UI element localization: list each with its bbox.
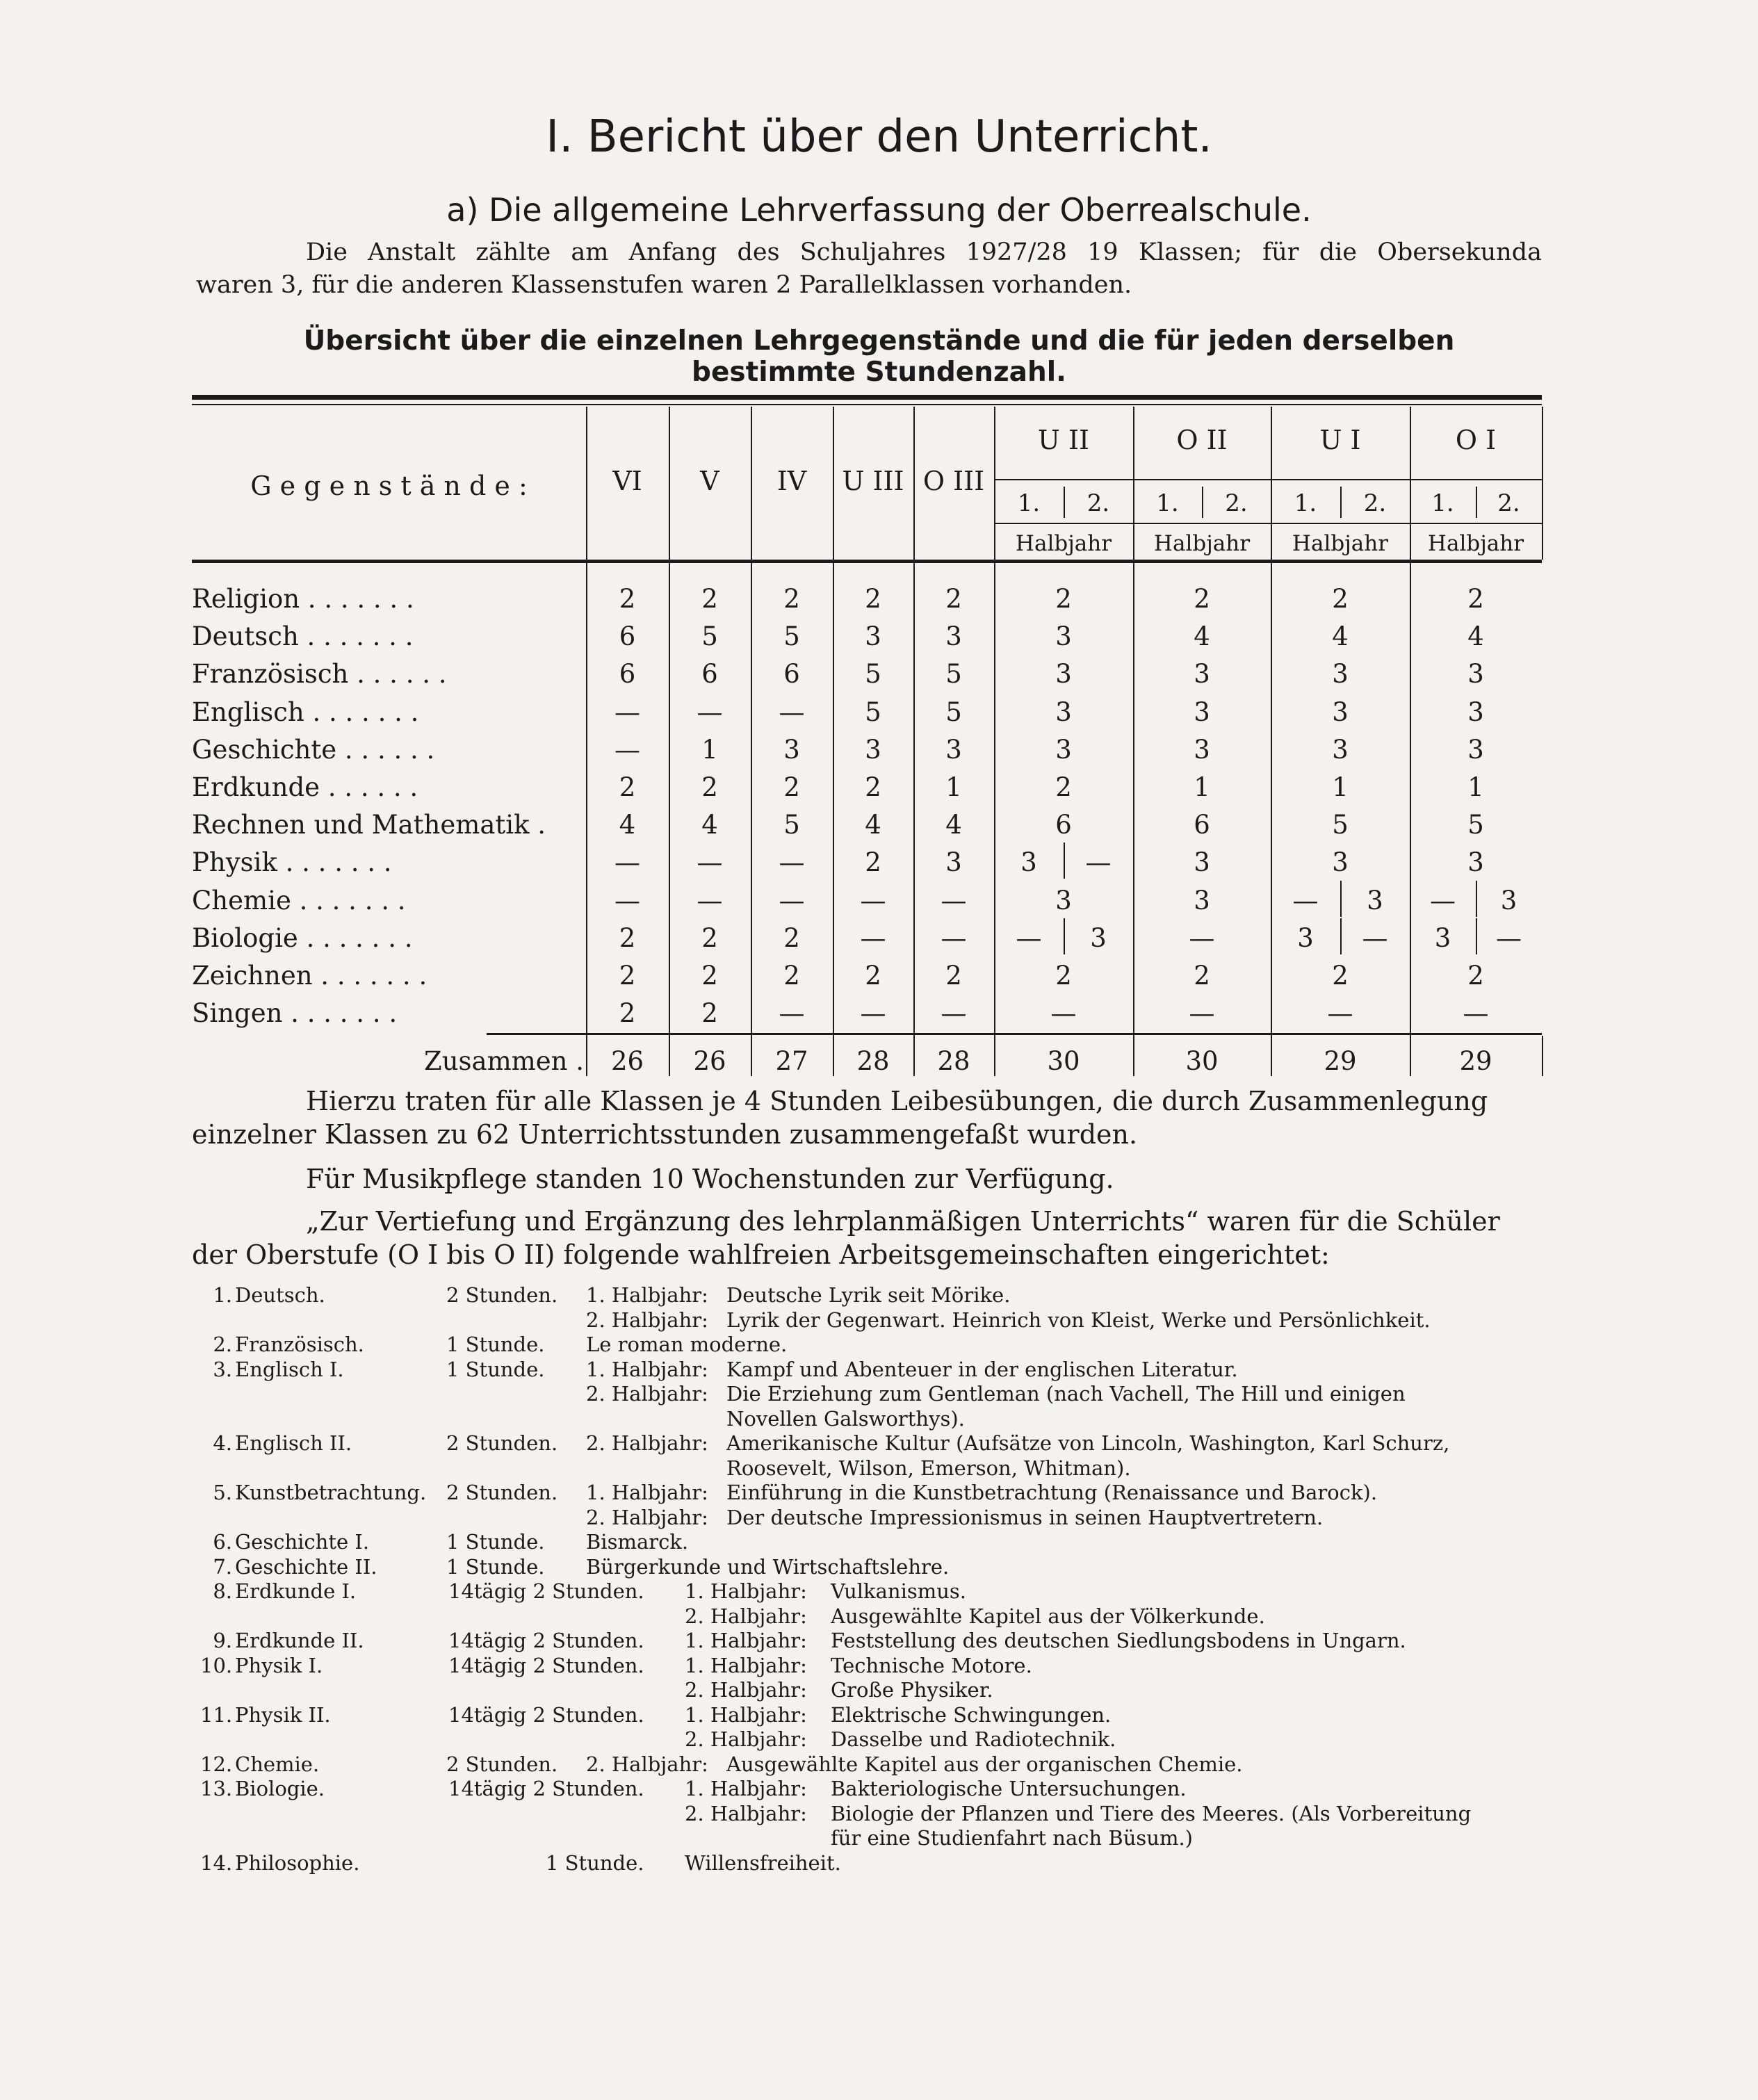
- ag-topic: Große Physiker.: [831, 1678, 993, 1702]
- ag-hours: 1 Stunde.: [546, 1851, 644, 1875]
- paragraph-sport-line-2: einzelner Klassen zu 62 Unterrichtsstunden zusammengefaßt wurden.: [192, 1119, 1138, 1150]
- table-cell: 3: [1332, 697, 1349, 727]
- table-cell: —: [779, 886, 805, 915]
- table-cell: 2: [1055, 961, 1072, 991]
- ag-number: 13.: [200, 1777, 233, 1800]
- ag-hours: 14tägig 2 Stunden.: [448, 1703, 644, 1727]
- ag-halbjahr-label: 2. Halbjahr:: [586, 1308, 708, 1332]
- table-cell: 3: [1500, 886, 1517, 915]
- column-header-oi: O I: [1455, 425, 1497, 455]
- ag-subject: Französisch.: [235, 1333, 364, 1356]
- ag-topic: Bakteriologische Untersuchungen.: [831, 1777, 1187, 1800]
- split-header-rule: [994, 523, 1542, 524]
- table-cell: 2: [945, 584, 962, 614]
- ag-number: 7.: [213, 1555, 232, 1579]
- ag-halbjahr-label: 2. Halbjahr:: [685, 1678, 807, 1702]
- table-cell: 3: [1194, 735, 1210, 765]
- table-cell: 2: [619, 961, 636, 991]
- halbjahr-label: Halbjahr: [1015, 531, 1112, 556]
- table-cell: —: [860, 923, 886, 953]
- total-cell: 28: [937, 1046, 970, 1076]
- subject-name: Physik . . . . . . .: [192, 847, 392, 877]
- ag-subject: Philosophie.: [235, 1851, 360, 1875]
- ag-topic: Le roman moderne.: [586, 1333, 788, 1356]
- table-cell: 4: [1467, 621, 1484, 651]
- table-cell: 1: [701, 735, 718, 765]
- table-cell: 6: [1194, 810, 1210, 840]
- ag-halbjahr-label: 2. Halbjahr:: [685, 1727, 807, 1751]
- table-cell: —: [1463, 998, 1489, 1028]
- subject-name: Singen . . . . . . .: [192, 998, 398, 1028]
- table-cell: 6: [701, 659, 718, 689]
- table-cell: 2: [1332, 584, 1349, 614]
- paragraph-music: Für Musikpflege standen 10 Wochenstunden zur Verfügung.: [306, 1164, 1114, 1194]
- table-cell: —: [697, 886, 723, 915]
- intro-line-2: waren 3, für die anderen Klassenstufen waren 2 Parallelklassen vorhanden.: [196, 271, 1132, 299]
- ag-number: 11.: [200, 1703, 233, 1727]
- table-cell: —: [1189, 998, 1215, 1028]
- ag-topic: Einführung in die Kunstbetrachtung (Renaissance und Barock).: [726, 1481, 1378, 1504]
- table-cell: 4: [865, 810, 881, 840]
- table-cell: 4: [619, 810, 636, 840]
- table-cell: 6: [783, 659, 800, 689]
- table-cell: 1: [1332, 772, 1349, 802]
- table-cell: 2: [619, 923, 636, 953]
- table-cell: 3: [865, 735, 881, 765]
- table-cell: 3: [1194, 886, 1210, 915]
- ag-subject: Physik II.: [235, 1703, 331, 1727]
- table-cell: 5: [1467, 810, 1484, 840]
- column-header-oiii: O III: [922, 466, 985, 496]
- table-cell: 2: [701, 584, 718, 614]
- totals-rule: [487, 1033, 1542, 1035]
- subject-name: Geschichte . . . . . .: [192, 735, 435, 765]
- halbjahr-label: Halbjahr: [1153, 531, 1251, 556]
- ag-topic: Ausgewählte Kapitel aus der Völkerkunde.: [831, 1604, 1265, 1628]
- table-cell: —: [779, 697, 805, 727]
- table-cell: 5: [701, 621, 718, 651]
- table-cell: —: [1016, 923, 1042, 953]
- ag-halbjahr-label: 2. Halbjahr:: [586, 1431, 708, 1455]
- half-label-first: 1.: [1017, 489, 1041, 517]
- split-cell-divider: [1340, 881, 1342, 917]
- table-cell: 1: [1467, 772, 1484, 802]
- half-label-first: 1.: [1156, 489, 1179, 517]
- table-cell: 4: [1332, 621, 1349, 651]
- ag-topic: Novellen Galsworthys).: [726, 1407, 965, 1431]
- table-cell: —: [697, 847, 723, 877]
- table-cell: 5: [865, 697, 881, 727]
- table-cell: 3: [783, 735, 800, 765]
- split-cell-divider: [1340, 918, 1342, 954]
- ag-topic: Roosevelt, Wilson, Emerson, Whitman).: [726, 1456, 1131, 1480]
- paragraph-ag-intro-line-1: „Zur Vertiefung und Ergänzung des lehrplanmäßigen Unterrichts“ waren für die Schüler: [306, 1206, 1500, 1237]
- table-cell: —: [941, 923, 967, 953]
- half-label-second: 2.: [1363, 489, 1387, 517]
- table-cell: 3: [1467, 735, 1484, 765]
- total-cell: 26: [610, 1046, 644, 1076]
- table-cell: 2: [1055, 584, 1072, 614]
- table-cell: 4: [701, 810, 718, 840]
- ag-topic: Bismarck.: [586, 1530, 689, 1554]
- ag-topic: Deutsche Lyrik seit Mörike.: [726, 1283, 1011, 1307]
- table-cell: 2: [783, 923, 800, 953]
- total-cell: 27: [775, 1046, 808, 1076]
- table-cell: 4: [1194, 621, 1210, 651]
- column-header-v: V: [700, 466, 719, 496]
- table-cell: 3: [1020, 847, 1037, 877]
- table-cell: 2: [619, 998, 636, 1028]
- ag-subject: Biologie.: [235, 1777, 325, 1800]
- table-cell: 2: [865, 772, 881, 802]
- ag-halbjahr-label: 2. Halbjahr:: [586, 1506, 708, 1529]
- table-cell: 2: [945, 961, 962, 991]
- half-label-first: 1.: [1431, 489, 1454, 517]
- table-cell: 2: [783, 772, 800, 802]
- table-cell: 3: [1467, 659, 1484, 689]
- ag-hours: 14tägig 2 Stunden.: [448, 1654, 644, 1677]
- ag-number: 1.: [213, 1283, 232, 1307]
- total-cell: 29: [1459, 1046, 1492, 1076]
- column-header-iv: IV: [776, 466, 807, 496]
- table-cell: 5: [783, 621, 800, 651]
- ag-topic: Lyrik der Gegenwart. Heinrich von Kleist, Werke und Persönlichkeit.: [726, 1308, 1431, 1332]
- table-cell: 3: [1055, 886, 1072, 915]
- split-cell-divider: [1064, 918, 1065, 954]
- halbjahr-label: Halbjahr: [1292, 531, 1389, 556]
- half-label-second: 2.: [1225, 489, 1248, 517]
- ag-subject: Deutsch.: [235, 1283, 325, 1307]
- ag-topic: Technische Motore.: [831, 1654, 1032, 1677]
- ag-number: 6.: [213, 1530, 232, 1554]
- table-cell: —: [1189, 923, 1215, 953]
- table-top-rule-thick: [192, 395, 1542, 400]
- ag-halbjahr-label: 1. Halbjahr:: [685, 1579, 807, 1603]
- table-cell: 3: [1194, 697, 1210, 727]
- table-cell: 1: [1194, 772, 1210, 802]
- table-cell: —: [1362, 923, 1388, 953]
- ag-number: 2.: [213, 1333, 232, 1356]
- table-cell: 2: [1467, 584, 1484, 614]
- table-cell: 5: [945, 659, 962, 689]
- table-cell: 5: [783, 810, 800, 840]
- ag-halbjahr-label: 1. Halbjahr:: [685, 1777, 807, 1800]
- column-header-ui: U I: [1319, 425, 1361, 455]
- total-label: Zusammen .: [423, 1046, 584, 1076]
- table-cell: —: [1292, 886, 1319, 915]
- ag-hours: 1 Stunde.: [446, 1358, 545, 1381]
- table-cell: 4: [945, 810, 962, 840]
- ag-halbjahr-label: 1. Halbjahr:: [685, 1629, 807, 1652]
- table-cell: —: [615, 847, 640, 877]
- paragraph-sport-line-1: Hierzu traten für alle Klassen je 4 Stunden Leibesübungen, die durch Zusammenlegung: [306, 1086, 1488, 1116]
- ag-hours: 1 Stunde.: [446, 1530, 545, 1554]
- total-cell: 29: [1324, 1046, 1357, 1076]
- table-cell: 2: [619, 584, 636, 614]
- ag-hours: 2 Stunden.: [446, 1481, 558, 1504]
- subjects-header: G e g e n s t ä n d e :: [250, 471, 528, 501]
- ag-halbjahr-label: 2. Halbjahr:: [685, 1604, 807, 1628]
- table-cell: —: [615, 735, 640, 765]
- ag-number: 5.: [213, 1481, 232, 1504]
- ag-number: 10.: [200, 1654, 233, 1677]
- split-cell-divider: [1476, 881, 1477, 917]
- table-cell: 2: [1055, 772, 1072, 802]
- ag-topic: Amerikanische Kultur (Aufsätze von Lincoln, Washington, Karl Schurz,: [726, 1431, 1450, 1455]
- ag-number: 4.: [213, 1431, 232, 1455]
- table-cell: 3: [1055, 659, 1072, 689]
- table-cell: 2: [701, 772, 718, 802]
- ag-topic: Bürgerkunde und Wirtschaftslehre.: [586, 1555, 950, 1579]
- table-cell: 2: [865, 847, 881, 877]
- table-cell: 5: [1332, 810, 1349, 840]
- column-header-vi: VI: [612, 466, 642, 496]
- total-cell: 28: [856, 1046, 890, 1076]
- table-cell: 2: [1467, 961, 1484, 991]
- ag-hours: 2 Stunden.: [446, 1431, 558, 1455]
- split-header-rule: [994, 479, 1542, 480]
- column-header-uii: U II: [1037, 425, 1090, 455]
- table-cell: 2: [701, 961, 718, 991]
- table-cell: 3: [945, 735, 962, 765]
- table-cell: 2: [865, 961, 881, 991]
- split-cell-divider: [1064, 843, 1065, 879]
- subject-name: Erdkunde . . . . . .: [192, 772, 418, 802]
- subject-name: Zeichnen . . . . . . .: [192, 961, 428, 991]
- subject-name: Deutsch . . . . . . .: [192, 621, 414, 651]
- ag-halbjahr-label: 2. Halbjahr:: [586, 1752, 708, 1776]
- table-cell: 3: [1332, 847, 1349, 877]
- table-cell: 3: [865, 621, 881, 651]
- table-cell: 2: [783, 961, 800, 991]
- ag-topic: Kampf und Abenteuer in der englischen Literatur.: [726, 1358, 1238, 1381]
- ag-topic: Elektrische Schwingungen.: [831, 1703, 1112, 1727]
- ag-subject: Englisch I.: [235, 1358, 344, 1381]
- table-cell: 2: [701, 923, 718, 953]
- header-bottom-rule: [192, 560, 1542, 563]
- ag-halbjahr-label: 2. Halbjahr:: [685, 1802, 807, 1825]
- ag-subject: Physik I.: [235, 1654, 323, 1677]
- ag-subject: Chemie.: [235, 1752, 320, 1776]
- table-title-line-1: Übersicht über die einzelnen Lehrgegenstände und die für jeden derselben: [303, 325, 1455, 357]
- subject-name: Englisch . . . . . . .: [192, 697, 419, 727]
- table-cell: —: [779, 847, 805, 877]
- section-subtitle: a) Die allgemeine Lehrverfassung der Oberrealschule.: [446, 191, 1312, 229]
- table-cell: 2: [1332, 961, 1349, 991]
- table-cell: 5: [865, 659, 881, 689]
- ag-topic: Ausgewählte Kapitel aus der organischen Chemie.: [726, 1752, 1243, 1776]
- table-cell: 2: [701, 998, 718, 1028]
- table-cell: 3: [1467, 697, 1484, 727]
- ag-number: 14.: [200, 1851, 233, 1875]
- table-cell: 6: [619, 621, 636, 651]
- ag-halbjahr-label: 1. Halbjahr:: [586, 1283, 708, 1307]
- split-cell-divider: [1476, 918, 1477, 954]
- table-cell: —: [779, 998, 805, 1028]
- table-cell: 2: [783, 584, 800, 614]
- table-cell: 3: [1055, 697, 1072, 727]
- ag-topic: Vulkanismus.: [831, 1579, 967, 1603]
- ag-halbjahr-label: 2. Halbjahr:: [586, 1382, 708, 1406]
- table-cell: —: [615, 697, 640, 727]
- ag-topic: Biologie der Pflanzen und Tiere des Meeres. (Als Vorbereitung: [831, 1802, 1472, 1825]
- ag-number: 9.: [213, 1629, 232, 1652]
- table-cell: 3: [1090, 923, 1107, 953]
- half-label-second: 2.: [1497, 489, 1520, 517]
- ag-halbjahr-label: 1. Halbjahr:: [685, 1654, 807, 1677]
- table-cell: 6: [619, 659, 636, 689]
- table-cell: 3: [1194, 659, 1210, 689]
- table-cell: 3: [1194, 847, 1210, 877]
- table-cell: 3: [945, 621, 962, 651]
- ag-halbjahr-label: 1. Halbjahr:: [685, 1703, 807, 1727]
- ag-hours: 2 Stunden.: [446, 1752, 558, 1776]
- ag-hours: 14tägig 2 Stunden.: [448, 1777, 644, 1800]
- table-cell: —: [1327, 998, 1353, 1028]
- table-cell: —: [860, 886, 886, 915]
- table-cell: 5: [945, 697, 962, 727]
- ag-topic: Dasselbe und Radiotechnik.: [831, 1727, 1116, 1751]
- table-cell: 3: [1367, 886, 1383, 915]
- table-cell: 3: [1055, 621, 1072, 651]
- table-cell: 3: [1332, 659, 1349, 689]
- table-cell: —: [1496, 923, 1522, 953]
- subject-name: Chemie . . . . . . .: [192, 886, 406, 915]
- table-cell: 3: [1332, 735, 1349, 765]
- ag-subject: Erdkunde II.: [235, 1629, 364, 1652]
- ag-subject: Geschichte I.: [235, 1530, 370, 1554]
- ag-number: 8.: [213, 1579, 232, 1603]
- table-cell: 3: [945, 847, 962, 877]
- page-title: I. Bericht über den Unterricht.: [546, 111, 1212, 163]
- ag-number: 12.: [200, 1752, 233, 1776]
- column-header-uiii: U III: [842, 466, 904, 496]
- table-cell: —: [615, 886, 640, 915]
- ag-hours: 2 Stunden.: [446, 1283, 558, 1307]
- ag-topic: Der deutsche Impressionismus in seinen Hauptvertretern.: [726, 1506, 1324, 1529]
- table-cell: —: [1430, 886, 1456, 915]
- table-cell: 2: [1194, 584, 1210, 614]
- ag-subject: Englisch II.: [235, 1431, 352, 1455]
- subject-name: Religion . . . . . . .: [192, 584, 414, 614]
- table-cell: —: [1085, 847, 1112, 877]
- table-cell: 3: [1297, 923, 1314, 953]
- totals-column-divider: [1542, 1036, 1543, 1076]
- half-label-first: 1.: [1294, 489, 1317, 517]
- table-cell: —: [941, 998, 967, 1028]
- paragraph-ag-intro-line-2: der Oberstufe (O I bis O II) folgende wahlfreien Arbeitsgemeinschaften eingerichtet:: [192, 1239, 1330, 1270]
- ag-topic: für eine Studienfahrt nach Büsum.): [831, 1826, 1193, 1850]
- table-cell: —: [697, 697, 723, 727]
- ag-topic: Die Erziehung zum Gentleman (nach Vachell, The Hill und einigen: [726, 1382, 1406, 1406]
- table-cell: 2: [865, 584, 881, 614]
- total-cell: 30: [1185, 1046, 1219, 1076]
- column-header-oii: O II: [1176, 425, 1228, 455]
- ag-topic: Feststellung des deutschen Siedlungsbodens in Ungarn.: [831, 1629, 1406, 1652]
- table-cell: 3: [1434, 923, 1451, 953]
- ag-hours: 1 Stunde.: [446, 1555, 545, 1579]
- subject-name: Französisch . . . . . .: [192, 659, 447, 689]
- total-cell: 26: [693, 1046, 726, 1076]
- ag-number: 3.: [213, 1358, 232, 1381]
- ag-hours: 1 Stunde.: [446, 1333, 545, 1356]
- ag-subject: Erdkunde I.: [235, 1579, 357, 1603]
- ag-subject: Kunstbetrachtung.: [235, 1481, 427, 1504]
- table-cell: 6: [1055, 810, 1072, 840]
- table-cell: 3: [1467, 847, 1484, 877]
- subject-name: Biologie . . . . . . .: [192, 923, 413, 953]
- ag-hours: 14tägig 2 Stunden.: [448, 1579, 644, 1603]
- table-top-rule-thin: [192, 404, 1542, 405]
- total-cell: 30: [1047, 1046, 1080, 1076]
- ag-topic: Willensfreiheit.: [685, 1851, 841, 1875]
- table-cell: 1: [945, 772, 962, 802]
- table-cell: 2: [1194, 961, 1210, 991]
- table-cell: 3: [1055, 735, 1072, 765]
- intro-line-1: Die Anstalt zählte am Anfang des Schuljahres 1927/28 19 Klassen; für die Obersekunda: [306, 238, 1542, 266]
- subject-name: Rechnen und Mathematik .: [192, 810, 546, 840]
- table-cell: —: [941, 886, 967, 915]
- ag-hours: 14tägig 2 Stunden.: [448, 1629, 644, 1652]
- table-cell: —: [860, 998, 886, 1028]
- ag-halbjahr-label: 1. Halbjahr:: [586, 1481, 708, 1504]
- table-cell: 2: [619, 772, 636, 802]
- halbjahr-label: Halbjahr: [1427, 531, 1524, 556]
- table-cell: —: [1050, 998, 1077, 1028]
- ag-subject: Geschichte II.: [235, 1555, 377, 1579]
- header-column-divider: [1542, 407, 1543, 560]
- ag-halbjahr-label: 1. Halbjahr:: [586, 1358, 708, 1381]
- table-title-line-2: bestimmte Stundenzahl.: [692, 357, 1066, 388]
- half-label-second: 2.: [1086, 489, 1110, 517]
